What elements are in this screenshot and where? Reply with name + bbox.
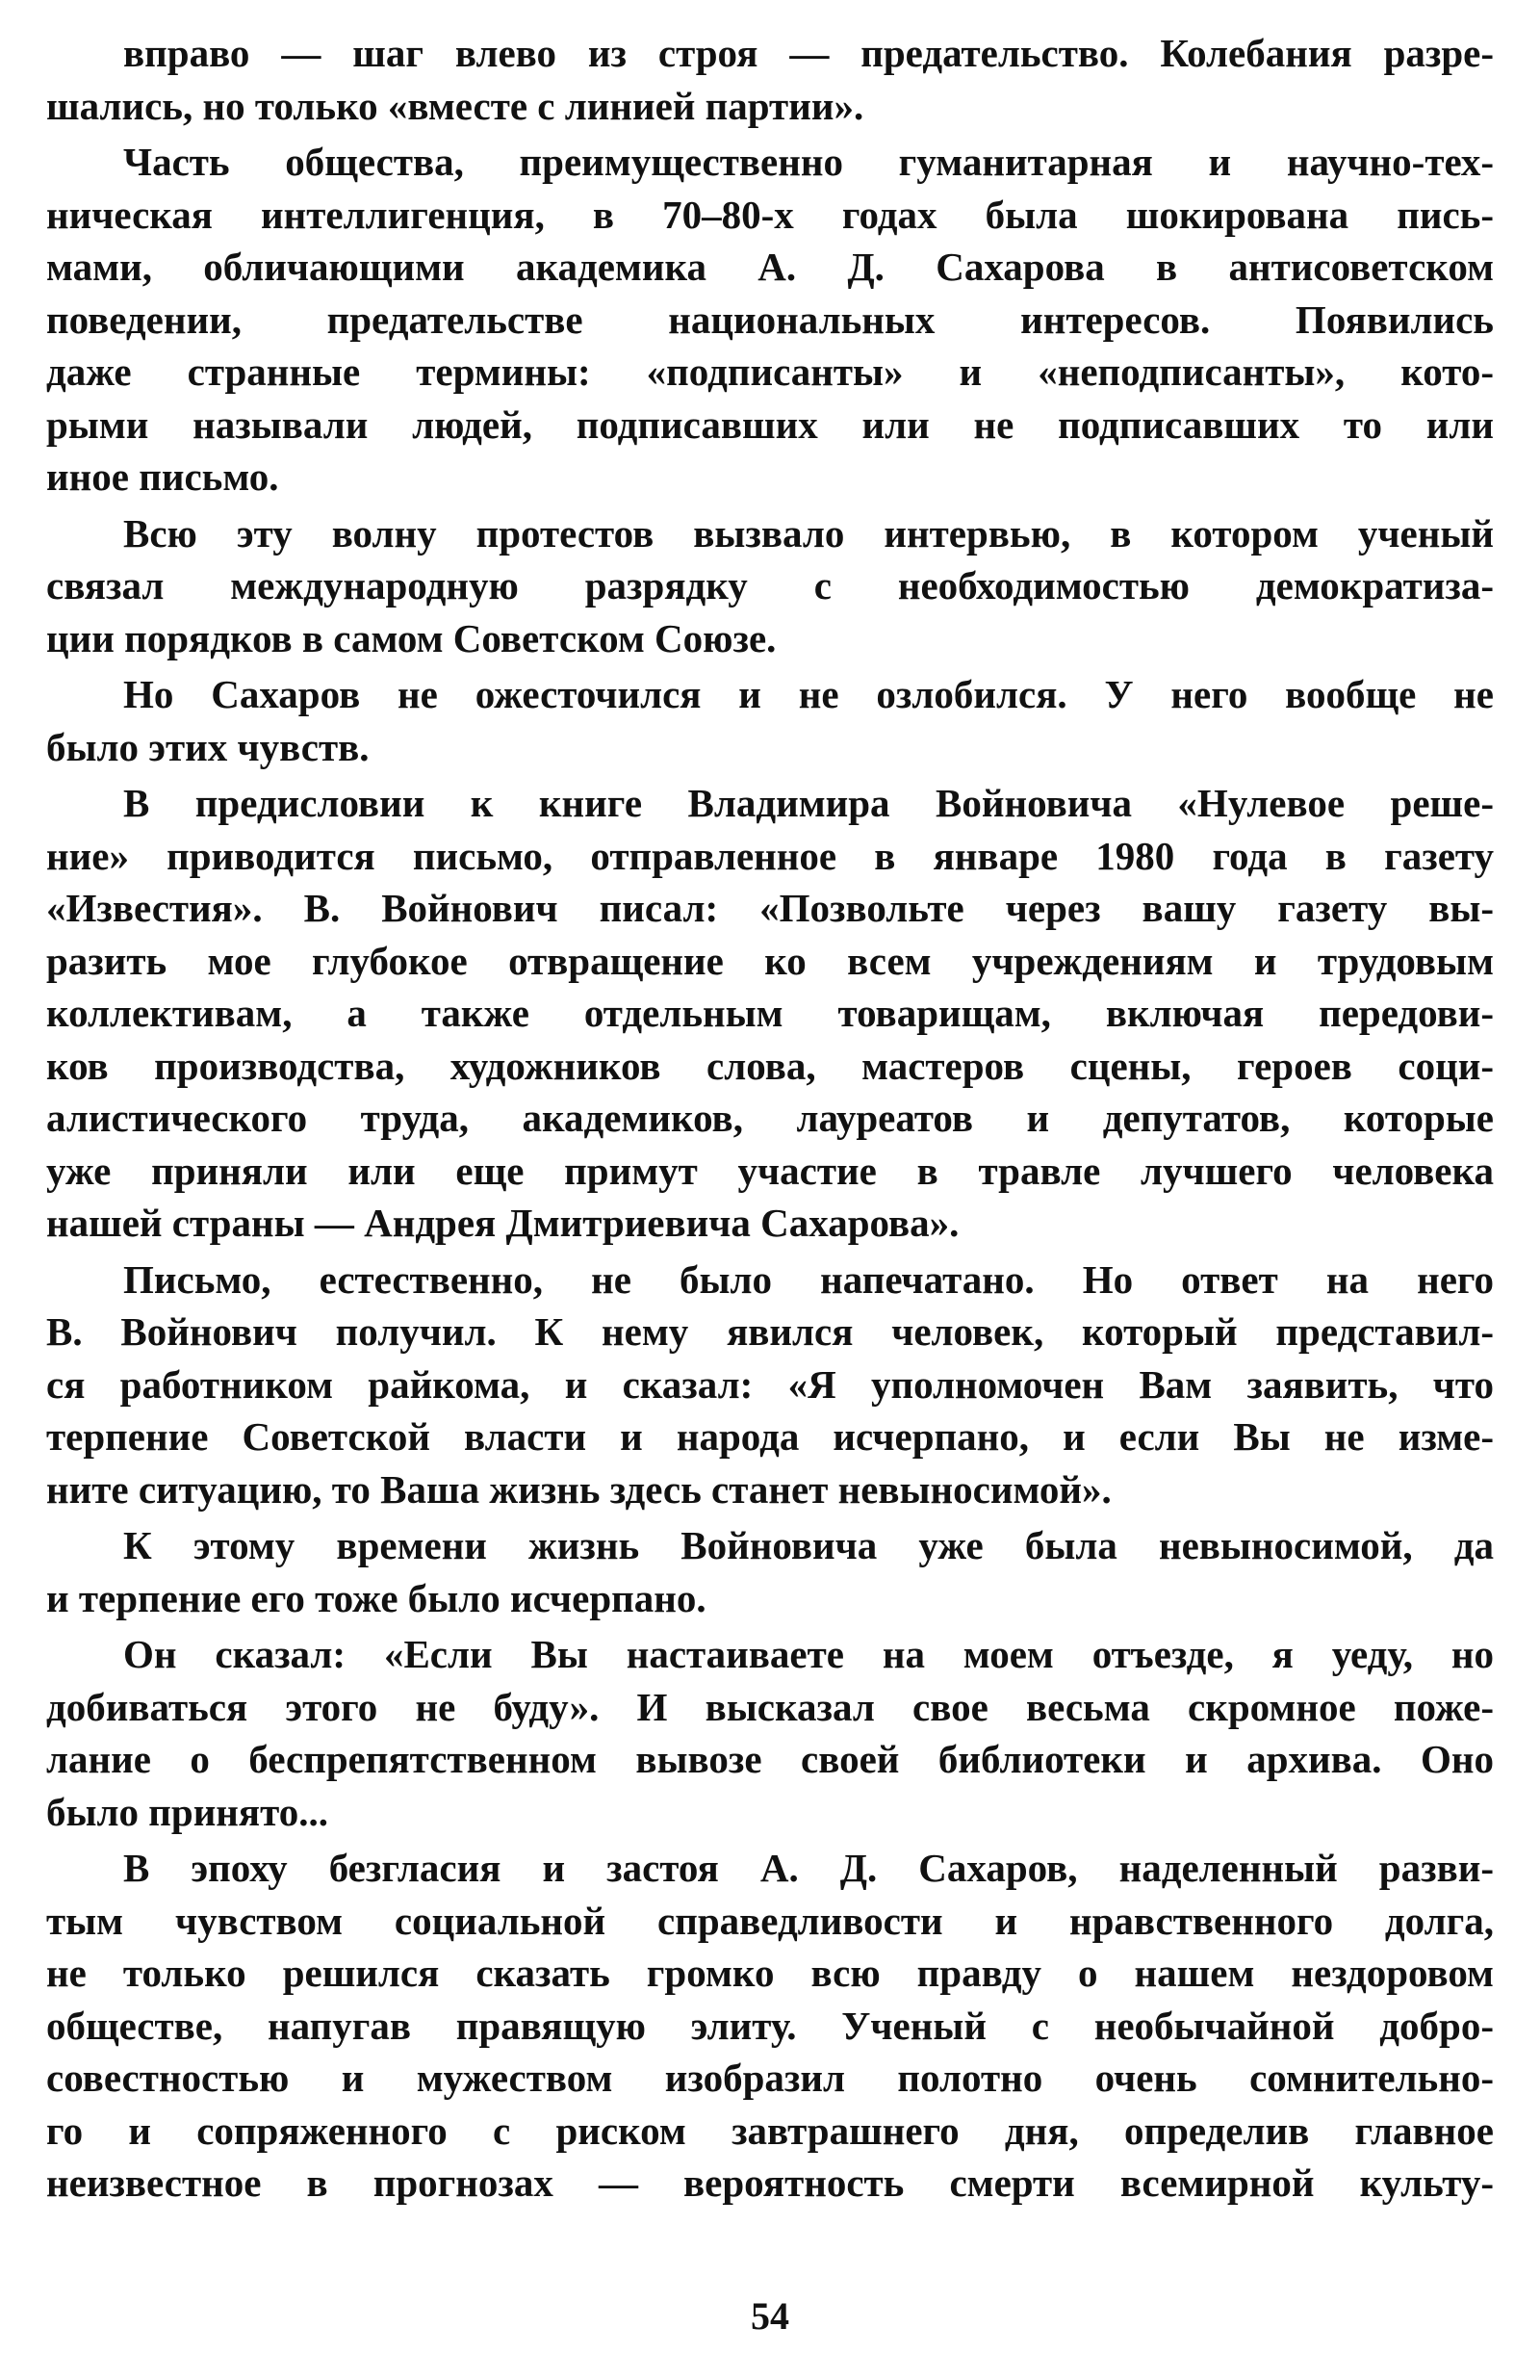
- text-line: терпение Советской власти и народа исчерпано, и если Вы не изме-: [46, 1414, 1494, 1459]
- text-line: было принято...: [46, 1789, 328, 1834]
- paragraph-4: [46, 668, 1494, 773]
- paragraph-2: [46, 136, 1494, 504]
- text-line: коллективам, а также отдельным товарищам, включая передови-: [46, 991, 1494, 1035]
- text-line: добиваться этого не буду». И высказал свое весьма скромное поже-: [46, 1684, 1494, 1729]
- text-line: даже странные термины: «подписанты» и «неподписанты», кото-: [46, 349, 1494, 394]
- text-line: было этих чувств.: [46, 724, 370, 769]
- text-line: и терпение его тоже было исчерпано.: [46, 1575, 706, 1620]
- text-line: поведении, предательстве национальных интересов. Появились: [46, 297, 1494, 342]
- paragraph-7: [46, 1519, 1494, 1624]
- text-line: ции порядков в самом Советском Союзе.: [46, 615, 777, 660]
- text-line: лание о беспрепятственном вывозе своей библиотеки и архива. Оно: [46, 1737, 1494, 1781]
- text-line: В эпоху безгласия и застоя А. Д. Сахаров, наделенный разви-: [123, 1846, 1494, 1890]
- text-line: «Известия». В. Войнович писал: «Позвольте через вашу газету вы-: [46, 886, 1494, 930]
- text-line: вправо — шаг влево из строя — предательство. Колебания разре-: [123, 31, 1494, 75]
- paragraph-8: [46, 1628, 1494, 1838]
- text-line: шались, но только «вместе с линией партии».: [46, 83, 864, 128]
- text-line: Но Сахаров не ожесточился и не озлобился. У него вообще не: [123, 672, 1494, 716]
- text-line: К этому времени жизнь Войновича уже была невыносимой, да: [123, 1523, 1494, 1567]
- text-line: разить мое глубокое отвращение ко всем учреждениям и трудовым: [46, 938, 1494, 983]
- text-line: В предисловии к книге Владимира Войновича «Нулевое реше-: [123, 781, 1494, 825]
- page-number: 54: [751, 2294, 789, 2338]
- text-line: го и сопряженного с риском завтрашнего дня, определив главное: [46, 2108, 1494, 2153]
- text-line: не только решился сказать громко всю правду о нашем нездоровом: [46, 1951, 1494, 1995]
- page-text: [46, 23, 1494, 2210]
- text-line: ническая интеллигенция, в 70–80-х годах была шокирована пись-: [46, 192, 1494, 237]
- text-line: В. Войнович получил. К нему явился человек, который представил-: [46, 1309, 1494, 1354]
- text-line: тым чувством социальной справедливости и нравственного долга,: [46, 1898, 1494, 1943]
- paragraph-3: [46, 507, 1494, 665]
- text-line: нашей страны — Андрея Дмитриевича Сахарова».: [46, 1201, 960, 1245]
- paragraph-1: [46, 27, 1494, 132]
- text-line: связал международную разрядку с необходимостью демократиза-: [46, 563, 1494, 608]
- paragraph-9: [46, 1842, 1494, 2210]
- text-line: мами, обличающими академика А. Д. Сахарова в антисоветском: [46, 245, 1494, 289]
- text-line: Часть общества, преимущественно гуманитарная и научно-тех-: [123, 140, 1494, 184]
- text-line: Он сказал: «Если Вы настаиваете на моем отъезде, я уеду, но: [123, 1632, 1494, 1676]
- paragraph-6: [46, 1254, 1494, 1516]
- text-line: Письмо, естественно, не было напечатано. Но ответ на него: [123, 1256, 1494, 1302]
- text-line: совестностью и мужеством изобразил полотно очень сомнительно-: [46, 2056, 1494, 2100]
- text-line: ся работником райкома, и сказал: «Я уполномочен Вам заявить, что: [46, 1361, 1494, 1407]
- text-line: рыми называли людей, подписавших или не подписавших то или: [46, 401, 1494, 447]
- text-line: неизвестное в прогнозах — вероятность смерти всемирной культу-: [46, 2160, 1494, 2205]
- text-line: ков производства, художников слова, мастеров сцены, героев соци-: [46, 1043, 1494, 1088]
- text-line: иное письмо.: [46, 454, 279, 499]
- paragraph-5: [46, 777, 1494, 1250]
- text-line: уже приняли или еще примут участие в травле лучшего человека: [46, 1148, 1494, 1193]
- text-line: ните ситуацию, то Ваша жизнь здесь станет невыносимой».: [46, 1466, 1112, 1512]
- text-line: обществе, напугав правящую элиту. Ученый с необычайной добро-: [46, 2003, 1494, 2048]
- text-line: Всю эту волну протестов вызвало интервью, в котором ученый: [123, 510, 1494, 556]
- text-line: ние» приводится письмо, отправленное в январе 1980 года в газету: [46, 833, 1494, 878]
- text-line: алистического труда, академиков, лауреатов и депутатов, которые: [46, 1096, 1494, 1140]
